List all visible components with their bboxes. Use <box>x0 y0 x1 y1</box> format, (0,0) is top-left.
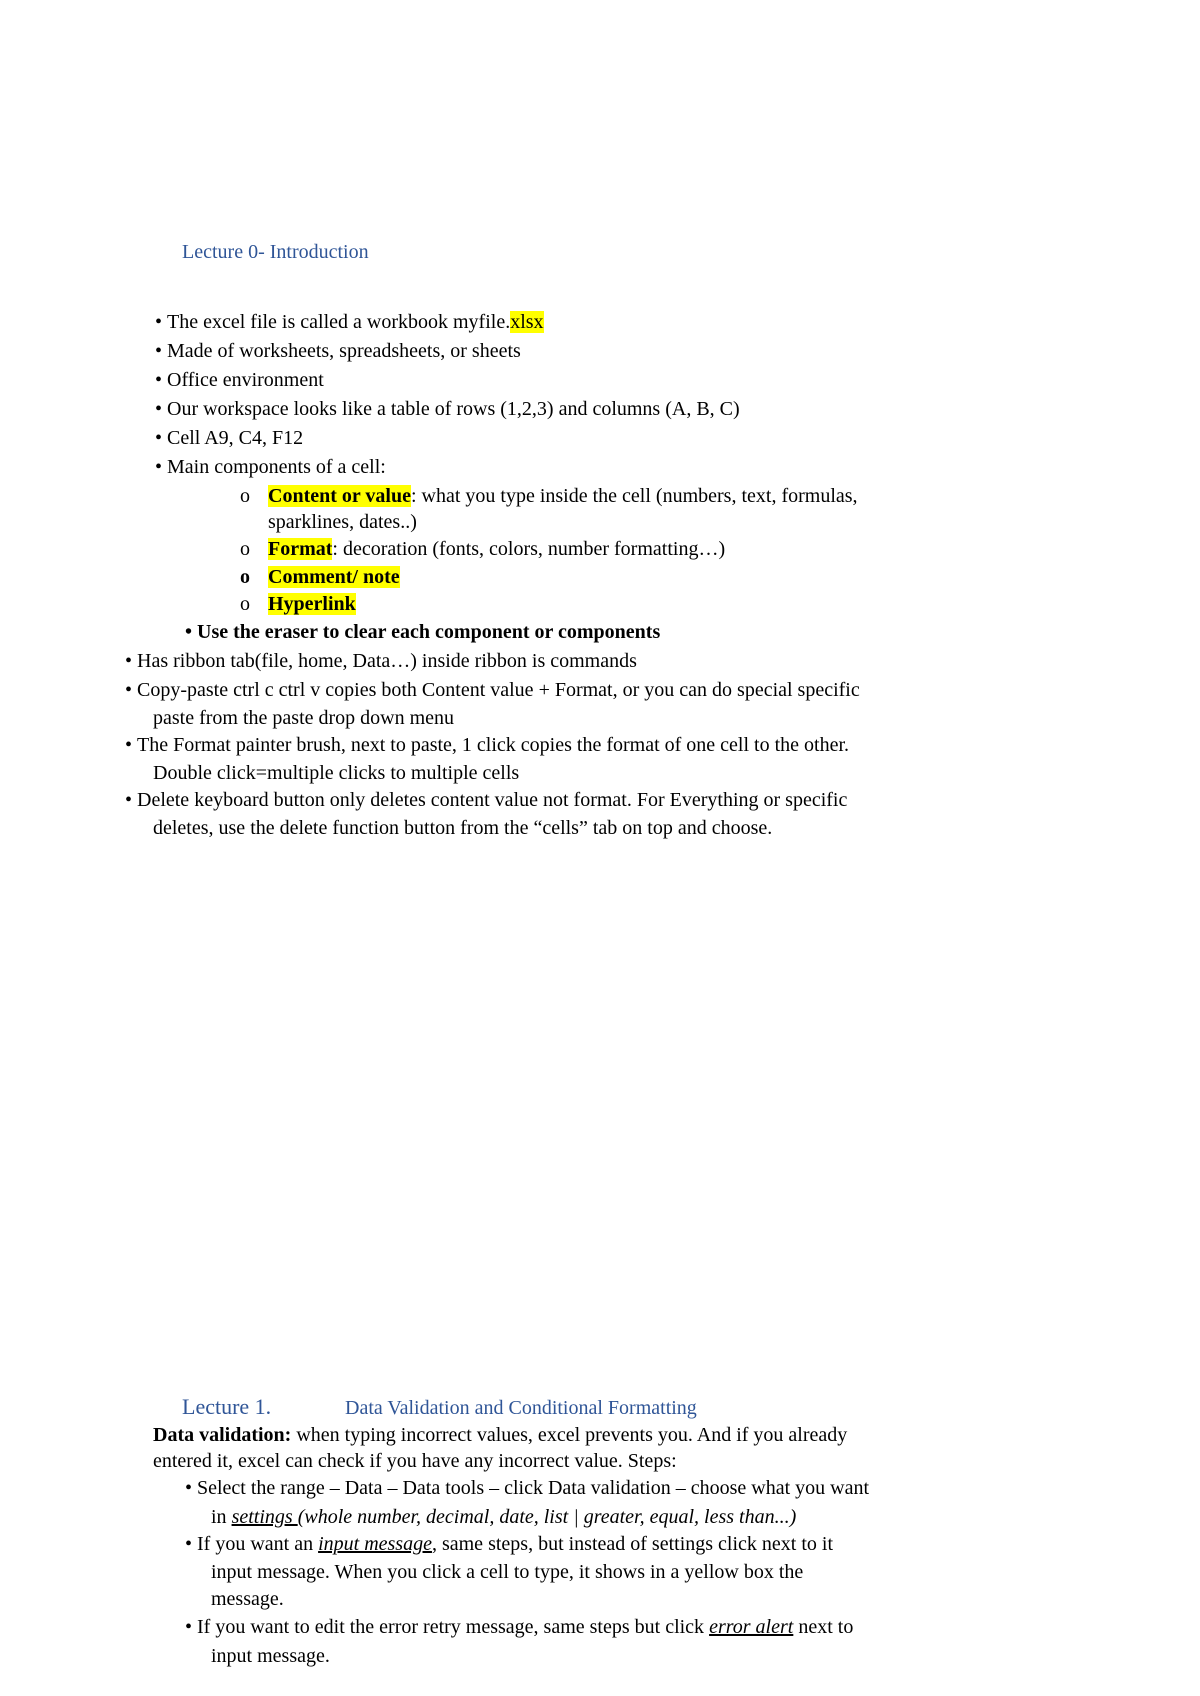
bullet-text: Our workspace looks like a table of rows (1,2,3) and columns (A, B, C) <box>167 398 740 420</box>
step-text: Select the range – Data – Data tools – click Data validation – choose what you want <box>197 1477 870 1499</box>
bullet-icon: • <box>125 734 133 756</box>
component-label: Format <box>268 538 333 560</box>
note-copy-paste <box>125 677 860 703</box>
step-select-range <box>185 1475 869 1501</box>
note-ribbon <box>125 648 637 674</box>
component-content-cont: sparklines, dates..) <box>268 511 417 533</box>
bullet-icon: • <box>125 679 133 701</box>
step-input-message-cont2: message. <box>211 1588 284 1610</box>
bullet-text: Use the eraser to clear each component or components <box>197 621 661 643</box>
bullet-workbook <box>155 309 544 335</box>
component-text: : what you type inside the cell (numbers, text, formulas, <box>410 485 858 507</box>
bullet-icon: • <box>125 650 133 672</box>
circle-bullet-icon: o <box>240 593 250 615</box>
circle-bullet-icon: o <box>240 485 250 507</box>
bullet-eraser <box>185 619 660 645</box>
note-text: Copy-paste ctrl c ctrl v copies both Content value + Format, or you can do special specific <box>137 679 860 701</box>
data-validation-text: when typing incorrect values, excel prevents you. And if you already <box>291 1424 848 1446</box>
component-hyperlink <box>240 591 356 617</box>
note-format-painter <box>125 732 849 758</box>
step-text: If you want to edit the error retry message, same steps but click <box>197 1616 710 1638</box>
bullet-text: The excel file is called a workbook myfile. <box>167 311 511 333</box>
bullet-text: Main components of a cell: <box>167 456 386 478</box>
input-message-term: input message <box>318 1533 432 1555</box>
data-validation-line1 <box>153 1422 847 1448</box>
bullet-worksheets <box>155 338 521 364</box>
note-copy-paste-cont: paste from the paste drop down menu <box>153 707 455 729</box>
highlight-xlsx: xlsx <box>510 311 544 333</box>
bullet-office <box>155 367 324 393</box>
note-text: Delete keyboard button only deletes content value not format. For Everything or specific <box>137 789 848 811</box>
component-comment <box>240 564 400 590</box>
data-validation-label: Data validation: <box>153 1424 292 1446</box>
bullet-icon: • <box>185 1533 193 1555</box>
lecture0-heading: Lecture 0- Introduction <box>182 241 369 263</box>
step-error-alert <box>185 1614 853 1640</box>
step-error-alert-cont: input message. <box>211 1645 330 1667</box>
bullet-icon: • <box>155 398 163 420</box>
bullet-cell <box>155 425 303 451</box>
bullet-icon: • <box>185 1477 193 1499</box>
bullet-icon: • <box>125 789 133 811</box>
component-text: : decoration (fonts, colors, number formatting…) <box>332 538 726 560</box>
bullet-text: Made of worksheets, spreadsheets, or sheets <box>167 340 521 362</box>
step-select-range-cont <box>211 1504 796 1530</box>
component-label: Comment/ note <box>268 566 400 588</box>
bullet-components <box>155 454 386 480</box>
component-format <box>240 536 725 562</box>
component-content <box>240 483 858 509</box>
bullet-text: Cell A9, C4, F12 <box>167 427 304 449</box>
bullet-text: Office environment <box>167 369 324 391</box>
step-text: , same steps, but instead of settings click next to it <box>431 1533 834 1555</box>
bullet-icon: • <box>185 621 193 643</box>
note-format-painter-cont: Double click=multiple clicks to multiple cells <box>153 762 520 784</box>
circle-bullet-icon: o <box>240 538 250 560</box>
component-label: Hyperlink <box>268 593 356 615</box>
settings-term: settings <box>231 1506 298 1528</box>
step-input-message <box>185 1531 833 1557</box>
note-text: The Format painter brush, next to paste, 1 click copies the format of one cell to the other. <box>137 734 850 756</box>
bullet-icon: • <box>155 340 163 362</box>
circle-bullet-icon: o <box>240 566 250 588</box>
lecture1-number: Lecture 1. <box>182 1394 272 1419</box>
data-validation-line2: entered it, excel can check if you have any incorrect value. Steps: <box>153 1450 677 1472</box>
bullet-icon: • <box>155 369 163 391</box>
step-text: If you want an <box>197 1533 319 1555</box>
error-alert-term: error alert <box>709 1616 794 1638</box>
bullet-icon: • <box>155 456 163 478</box>
bullet-icon: • <box>155 427 163 449</box>
step-text: in <box>211 1506 232 1528</box>
step-input-message-cont1: input message. When you click a cell to type, it shows in a yellow box the <box>211 1561 804 1583</box>
bullet-workspace <box>155 396 740 422</box>
component-label: Content or value <box>268 485 411 507</box>
note-delete-cont: deletes, use the delete function button from the “cells” tab on top and choose. <box>153 817 773 839</box>
lecture1-title: Data Validation and Conditional Formatting <box>345 1397 697 1419</box>
bullet-icon: • <box>155 311 163 333</box>
note-text: Has ribbon tab(file, home, Data…) inside ribbon is commands <box>137 650 637 672</box>
settings-options: (whole number, decimal, date, list | greater, equal, less than...) <box>297 1506 797 1528</box>
bullet-icon: • <box>185 1616 193 1638</box>
step-text: next to <box>793 1616 854 1638</box>
note-delete <box>125 787 847 813</box>
